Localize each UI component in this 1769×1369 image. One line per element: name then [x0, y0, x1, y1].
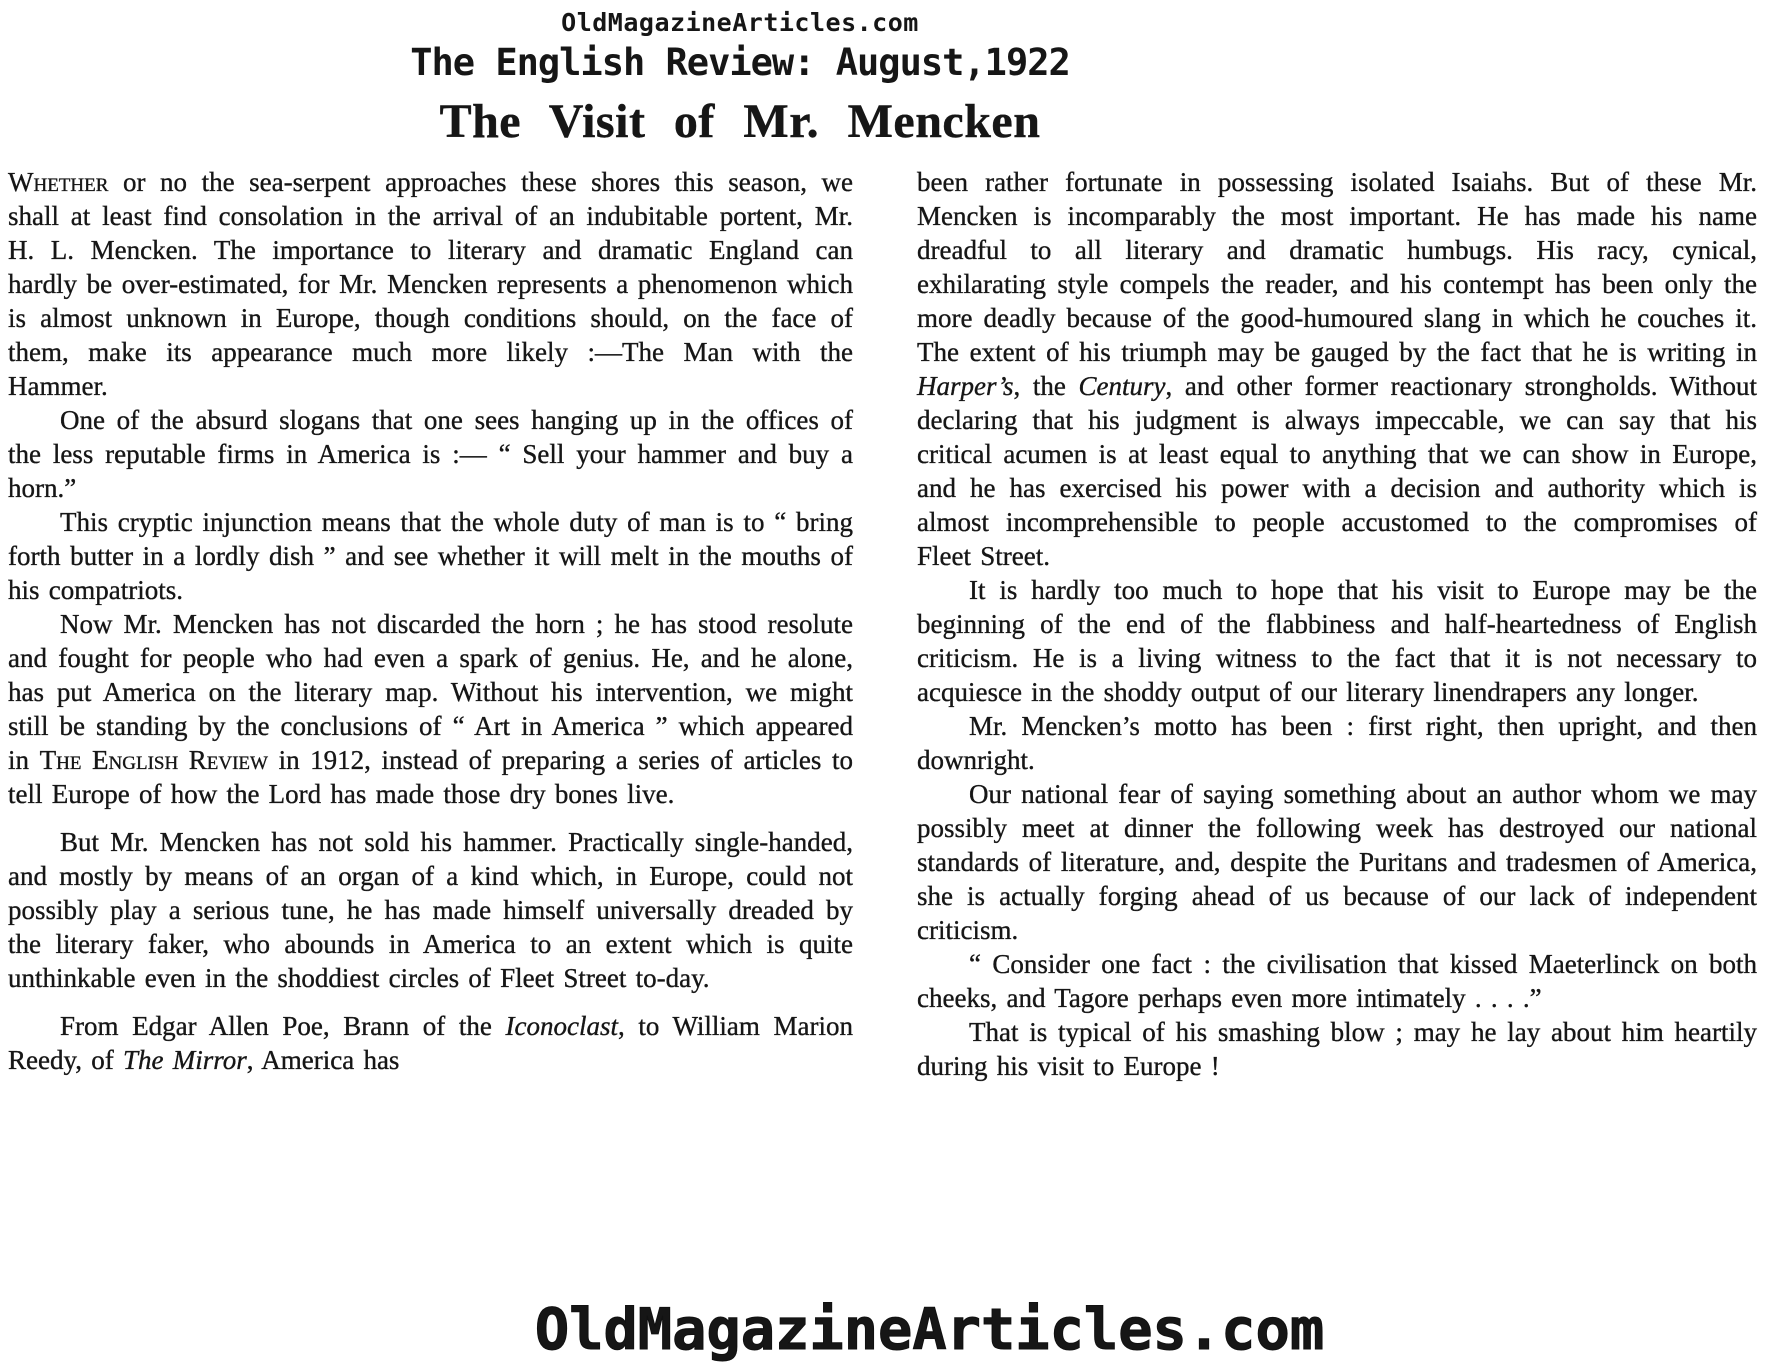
paragraph — [8, 505, 853, 607]
site-name-footer: OldMagazineArticles.com — [534, 1297, 1325, 1363]
text-segment: , and other former reactionary strongholds. Without declaring that his judgment is always impeccable, we can say that his critical acumen is at least equal to anything that we can show in Europe, and he has exercised his power with a decision and authority which is almost incomprehensible to people accustomed to the compromises of Fleet Street. — [917, 371, 1757, 571]
text-segment: From Edgar Allen Poe, Brann of the — [60, 1011, 506, 1041]
paragraph — [917, 777, 1757, 947]
text-segment: This cryptic injunction means that the whole duty of man is to “ bring forth butter in a lordly dish ” and see whether it will melt in the mouths of his compatriots. — [8, 507, 853, 605]
page-footer — [0, 1297, 1769, 1363]
paragraph — [917, 573, 1757, 709]
text-segment: Century — [1078, 371, 1166, 401]
paragraph — [917, 709, 1757, 777]
text-segment: One of the absurd slogans that one sees hanging up in the offices of the less reputable firms in America is :— “ Sell your hammer and buy a horn.” — [8, 405, 853, 503]
text-segment: Mr. Mencken’s motto has been : first right, then upright, and then downright. — [917, 711, 1757, 775]
text-segment: The English Review — [39, 745, 268, 775]
paragraph — [8, 165, 853, 403]
paragraph — [8, 1009, 853, 1077]
article-body — [0, 165, 1769, 1083]
text-segment: Iconoclast — [505, 1011, 618, 1041]
paragraph — [8, 825, 853, 995]
article-column-right — [917, 165, 1757, 1083]
text-segment: Harper’s — [917, 371, 1014, 401]
paragraph — [917, 165, 1757, 573]
paragraph — [8, 403, 853, 505]
text-segment: Our national fear of saying something about an author whom we may possibly meet at dinner the following week has destroyed our national standards of literature, and, despite the Puritans and tradesmen of America, she is actually forging ahead of us because of our lack of independent criticism. — [917, 779, 1757, 945]
article-column-left — [8, 165, 853, 1083]
text-segment: It is hardly too much to hope that his visit to Europe may be the beginning of the end of the flabbiness and half-heartedness of English criticism. He is a living witness to the fact that it is not necessary to acquiesce in the shoddy output of our literary linendrapers any longer. — [917, 575, 1757, 707]
paragraph — [917, 947, 1757, 1015]
publication-line: The English Review: August,1922 — [410, 41, 1070, 84]
paragraph — [917, 1015, 1757, 1083]
article-title: The Visit of Mr. Mencken — [439, 95, 1041, 148]
text-segment: or no the sea-serpent approaches these shores this season, we shall at least find consolation in the arrival of an indubitable portent, Mr. H. L. Mencken. The importance to literary and dramatic England can hardly be over-estimated, for Mr. Mencken represents a phenomenon which is almost unknown in Europe, though conditions should, on the face of them, make its appearance much more likely :—The Man with the Hammer. — [8, 167, 853, 401]
text-segment: in 1912, instead of preparing a series of articles to tell Europe of how the Lord has made those dry bones live. — [8, 745, 853, 809]
text-segment: Whether — [8, 167, 109, 197]
text-segment: been rather fortunate in possessing isolated Isaiahs. But of these Mr. Mencken is incomparably the most important. He has made his name dreadful to all literary and dramatic humbugs. His racy, cynical, exhilarating style compels the reader, and his contempt has been only the more deadly because of the good-humoured slang in which he couches it. The extent of his triumph may be gauged by the fact that he is writing in — [917, 167, 1757, 367]
text-segment: But Mr. Mencken has not sold his hammer. Practically single-handed, and mostly by means of an organ of a kind which, in Europe, could not possibly play a serious tune, he has made himself universally dreaded by the literary faker, who abounds in America to an extent which is quite unthinkable even in the shoddiest circles of Fleet Street to-day. — [8, 827, 853, 993]
text-segment: That is typical of his smashing blow ; may he lay about him heartily during his visit to Europe ! — [917, 1017, 1757, 1081]
text-segment: , America has — [246, 1045, 400, 1075]
text-segment: , to William Marion Reedy, of — [8, 1011, 853, 1075]
text-segment: , the — [1013, 371, 1079, 401]
text-segment: Now Mr. Mencken has not discarded the horn ; he has stood resolute and fought for people who had even a spark of genius. He, and he alone, has put America on the literary map. Without his intervention, we might still be standing by the conclusions of “ Art in America ” which appeared in — [8, 609, 853, 775]
text-segment: The Mirror — [122, 1045, 247, 1075]
paragraph — [8, 607, 853, 811]
text-segment: “ Consider one fact : the civilisation that kissed Maeterlinck on both cheeks, and Tagore perhaps even more intimately . . . .” — [917, 949, 1757, 1013]
page-header — [0, 0, 1480, 149]
site-name-header: OldMagazineArticles.com — [561, 8, 919, 37]
